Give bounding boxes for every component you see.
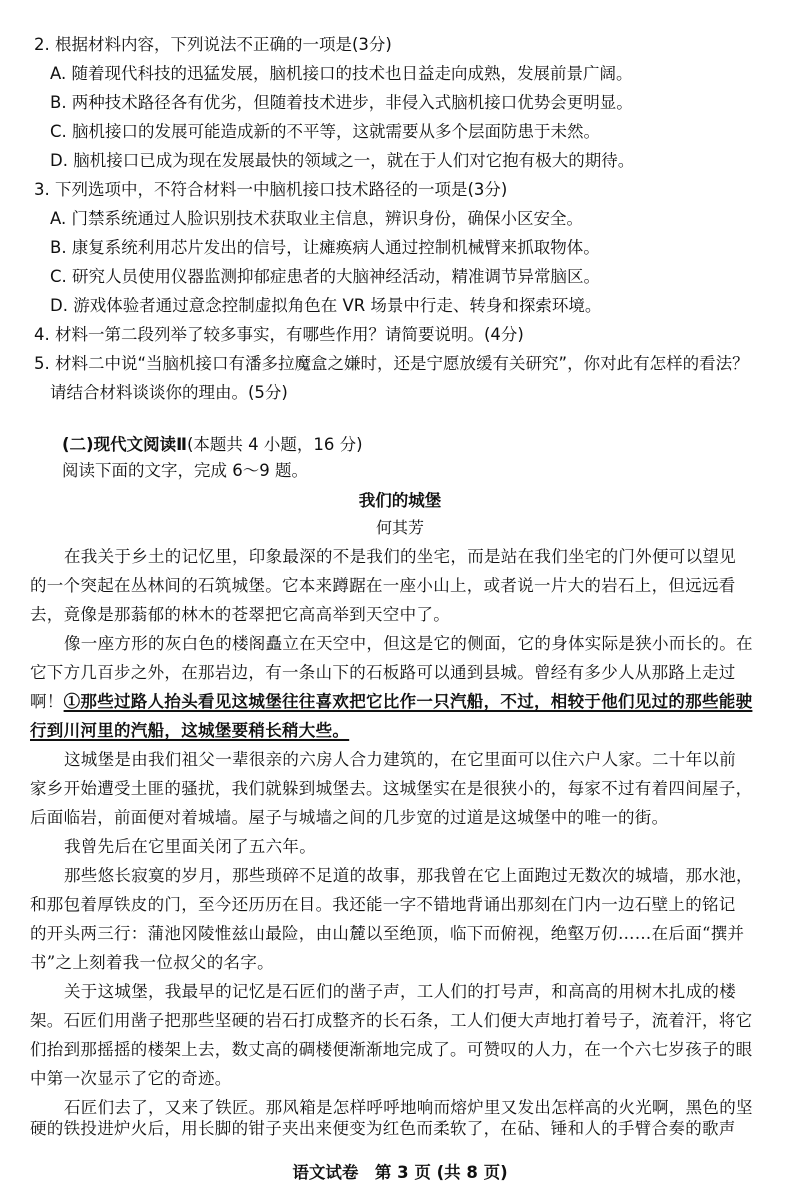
article-line: 中第一次显示了它的奇迹。 (30, 1069, 232, 1088)
question-3-option-c: C. 研究人员使用仪器监测抑郁症患者的大脑神经活动，精准调节异常脑区。 (50, 267, 601, 286)
page-footer: 语文试卷 第 3 页 (共 8 页) (292, 1163, 508, 1182)
article-line: 们抬到那摇摇的楼架上去，数丈高的碉楼便渐渐地完成了。可赞叹的人力，在一个六七岁孩子的眼 (30, 1040, 753, 1059)
question-3-option-d: D. 游戏体验者通过意念控制虚拟角色在 VR 场景中行走、转身和探索环境。 (50, 296, 602, 315)
article-line: 的开头两三行：蒲池冈陵惟兹山最险，由山麓以至绝顶，临下而俯视，绝壑万仞……在后面“撰并 (30, 924, 745, 943)
article-line-lead: 啊！ (30, 692, 64, 711)
article-line: 它下方几百步之外，在那岩边，有一条山下的石板路可以通到县城。曾经有多少人从那路上走过 (30, 663, 736, 682)
article-line: 在我关于乡土的记忆里，印象最深的不是我们的坐宅，而是站在我们坐宅的门外便可以望见 (64, 547, 736, 566)
article-line: 和那包着厚铁皮的门，至今还历历在目。我还能一字不错地背诵出那刻在门内一边石壁上的铭记 (30, 895, 736, 914)
article-line: 家乡开始遭受土匪的骚扰，我们就躲到城堡去。这城堡实在是很狭小的，每家不过有着四间屋子， (30, 779, 753, 798)
question-3-option-a: A. 门禁系统通过人脸识别技术获取业主信息，辨识身份，确保小区安全。 (50, 209, 583, 228)
article-line: 的一个突起在丛林间的石筑城堡。它本来蹲踞在一座小山上，或者说一片大的岩石上，但远远看 (30, 576, 736, 595)
section-heading-note: (本题共 4 小题，16 分) (186, 435, 363, 454)
article-line: 架。石匠们用凿子把那些坚硬的岩石打成整齐的长石条，工人们便大声地打着号子，流着汗，将它 (30, 1011, 753, 1030)
article-line: 石匠们去了，又来了铁匠。那风箱是怎样呼呼地响而熔炉里又发出怎样高的火光啊，黑色的坚 (64, 1098, 753, 1117)
article-title: 我们的城堡 (358, 491, 442, 510)
question-3-stem: 3. 下列选项中，不符合材料一中脑机接口技术路径的一项是(3分) (34, 180, 508, 199)
article-line: 关于这城堡，我最早的记忆是石匠们的凿子声，工人们的打号声，和高高的用树木扎成的楼 (64, 982, 736, 1001)
article-line (30, 691, 772, 713)
question-2-option-a: A. 随着现代科技的迅猛发展，脑机接口的技术也日益走向成熟，发展前景广阔。 (50, 64, 633, 83)
article-line: 书”之上刻着我一位叔父的名字。 (30, 953, 274, 972)
article-line: 后面临岩，前面便对着城墙。屋子与城墙之间的几步宽的过道是这城堡中的唯一的街。 (30, 808, 669, 827)
article-author: 何其芳 (375, 518, 424, 537)
section-heading-title: (二)现代文阅读Ⅱ (62, 435, 187, 454)
question-5-stem: 5. 材料二中说“当脑机接口有潘多拉魔盒之嫌时，还是宁愿放缓有关研究”，你对此有怎样的看法？ (34, 354, 749, 373)
article-line: 那些悠长寂寞的岁月，那些琐碎不足道的故事，那我曾在它上面跑过无数次的城墙，那水池， (64, 866, 753, 885)
article-line: 去，竟像是那蓊郁的林木的苍翠把它高高举到天空中了。 (30, 605, 450, 624)
underlined-sentence-1-end: 行到川河里的汽船，这城堡要稍长稍大些。 (30, 721, 350, 740)
question-2-option-c: C. 脑机接口的发展可能造成新的不平等，这就需要从多个层面防患于未然。 (50, 122, 601, 141)
article-line: 像一座方形的灰白色的楼阁矗立在天空中，但这是它的侧面，它的身体实际是狭小而长的。在 (64, 634, 753, 653)
question-4-stem: 4. 材料一第二段列举了较多事实，有哪些作用？请简要说明。(4分) (34, 325, 524, 344)
question-2-stem: 2. 根据材料内容，下列说法不正确的一项是(3分) (34, 35, 392, 54)
underlined-sentence-1: ①那些过路人抬头看见这城堡往往喜欢把它比作一只汽船，不过，相较于他们见过的那些能驶 (63, 692, 753, 711)
article-line (30, 720, 772, 742)
section-heading (62, 434, 363, 456)
question-5-continuation: 请结合材料谈谈你的理由。(5分) (50, 383, 288, 402)
article-line: 硬的铁投进炉火后，用长脚的钳子夹出来便变为红色而柔软了，在砧、锤和人的手臂合奏的歌声 (30, 1119, 736, 1138)
question-3-option-b: B. 康复系统利用芯片发出的信号，让瘫痪病人通过控制机械臂来抓取物体。 (50, 238, 600, 257)
article-line: 我曾先后在它里面关闭了五六年。 (64, 837, 316, 856)
question-2-option-b: B. 两种技术路径各有优劣，但随着技术进步，非侵入式脑机接口优势会更明显。 (50, 93, 633, 112)
section-instruction: 阅读下面的文字，完成 6～9 题。 (62, 461, 308, 480)
article-line: 这城堡是由我们祖父一辈很亲的六房人合力建筑的，在它里面可以住六户人家。二十年以前 (64, 750, 736, 769)
question-2-option-d: D. 脑机接口已成为现在发展最快的领域之一，就在于人们对它抱有极大的期待。 (50, 151, 635, 170)
